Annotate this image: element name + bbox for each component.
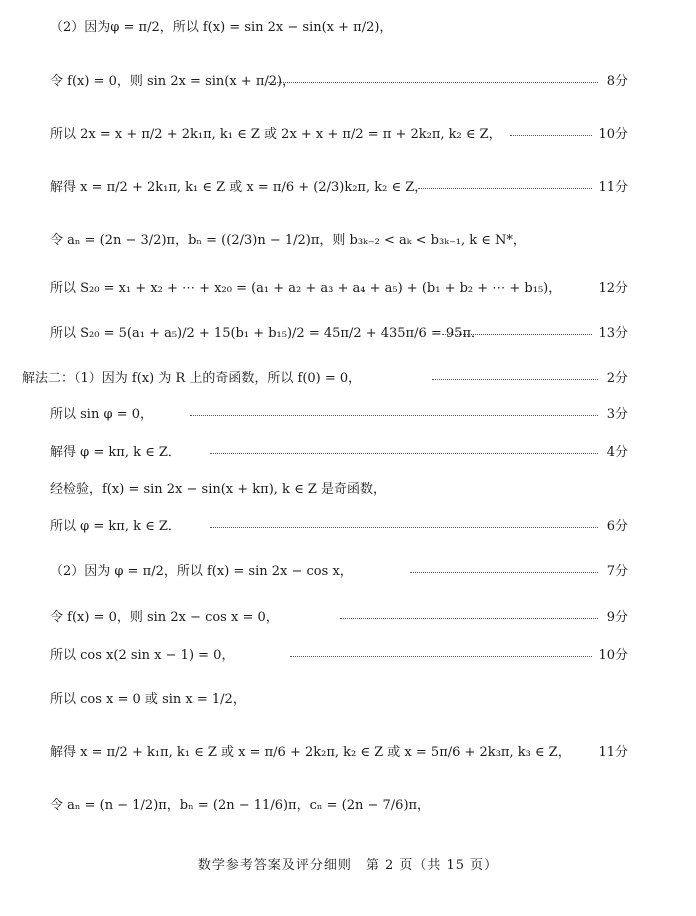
score-label: 13分 [598,326,628,341]
line-text: 令 f(x) = 0，则 sin 2x − cos x = 0， [50,610,279,625]
line-text: 解得 φ = kπ, k ∈ Z． [50,445,181,460]
score-label: 10分 [598,648,628,663]
line-text: 令 f(x) = 0，则 sin 2x = sin(x + π/2)， [50,74,296,89]
page-footer: 数学参考答案及评分细则 第 2 页（共 15 页） [197,858,499,873]
dot-leader [190,415,598,416]
score-label: 4分 [606,445,628,460]
dot-leader [510,135,592,136]
line-text: （2）因为φ = π/2，所以 f(x) = sin 2x − sin(x + π/2)， [50,20,393,35]
score-label: 10分 [598,127,628,142]
dot-leader [418,188,592,189]
dot-leader [442,334,592,335]
score-label: 12分 [598,281,628,296]
line-text: 令 aₙ = (n − 1/2)π，bₙ = (2n − 11/6)π，cₙ = (2n − 7/6)π， [50,798,431,813]
score-label: 9分 [606,610,628,625]
dot-leader [290,656,592,657]
line-text: 所以 cos x = 0 或 sin x = 1/2， [50,692,246,707]
line-text: 令 aₙ = (2n − 3/2)π，bₙ = ((2/3)n − 1/2)π，则 b₃ₖ₋₂ < aₖ < b₃ₖ₋₁, k ∈ N*， [50,233,526,248]
score-label: 7分 [606,564,628,579]
line-text: 经检验，f(x) = sin 2x − sin(x + kπ), k ∈ Z 是奇函数， [50,482,386,497]
line-text: 解得 x = π/2 + k₁π, k₁ ∈ Z 或 x = π/6 + 2k₂π, k₂ ∈ Z 或 x = 5π/6 + 2k₃π, k₃ ∈ Z， [50,745,571,760]
score-label: 11分 [598,180,628,195]
line-text: 所以 2x = x + π/2 + 2k₁π, k₁ ∈ Z 或 2x + x + π/2 = π + 2k₂π, k₂ ∈ Z， [50,127,502,142]
line-text: 解法二：（1）因为 f(x) 为 R 上的奇函数，所以 f(0) = 0， [22,371,362,386]
score-label: 11分 [598,745,628,760]
score-label: 3分 [606,407,628,422]
dot-leader [340,618,598,619]
line-text: 所以 sin φ = 0， [50,407,153,422]
dot-leader [268,82,598,83]
line-text: （2）因为 φ = π/2，所以 f(x) = sin 2x − cos x， [50,564,353,579]
dot-leader [210,453,598,454]
dot-leader [210,527,598,528]
score-label: 6分 [606,519,628,534]
score-label: 8分 [606,74,628,89]
line-text: 解得 x = π/2 + 2k₁π, k₁ ∈ Z 或 x = π/6 + (2/3)k₂π, k₂ ∈ Z， [50,180,428,195]
line-text: 所以 cos x(2 sin x − 1) = 0， [50,648,235,663]
dot-leader [432,379,598,380]
line-text: 所以 φ = kπ, k ∈ Z． [50,519,181,534]
dot-leader [410,572,598,573]
line-text: 所以 S₂₀ = 5(a₁ + a₅)/2 + 15(b₁ + b₁₅)/2 = 45π/2 + 435π/6 = 95π． [50,326,484,341]
line-text: 所以 S₂₀ = x₁ + x₂ + ⋯ + x₂₀ = (a₁ + a₂ + a₃ + a₄ + a₅) + (b₁ + b₂ + ⋯ + b₁₅)， [50,281,562,296]
score-label: 2分 [606,371,628,386]
